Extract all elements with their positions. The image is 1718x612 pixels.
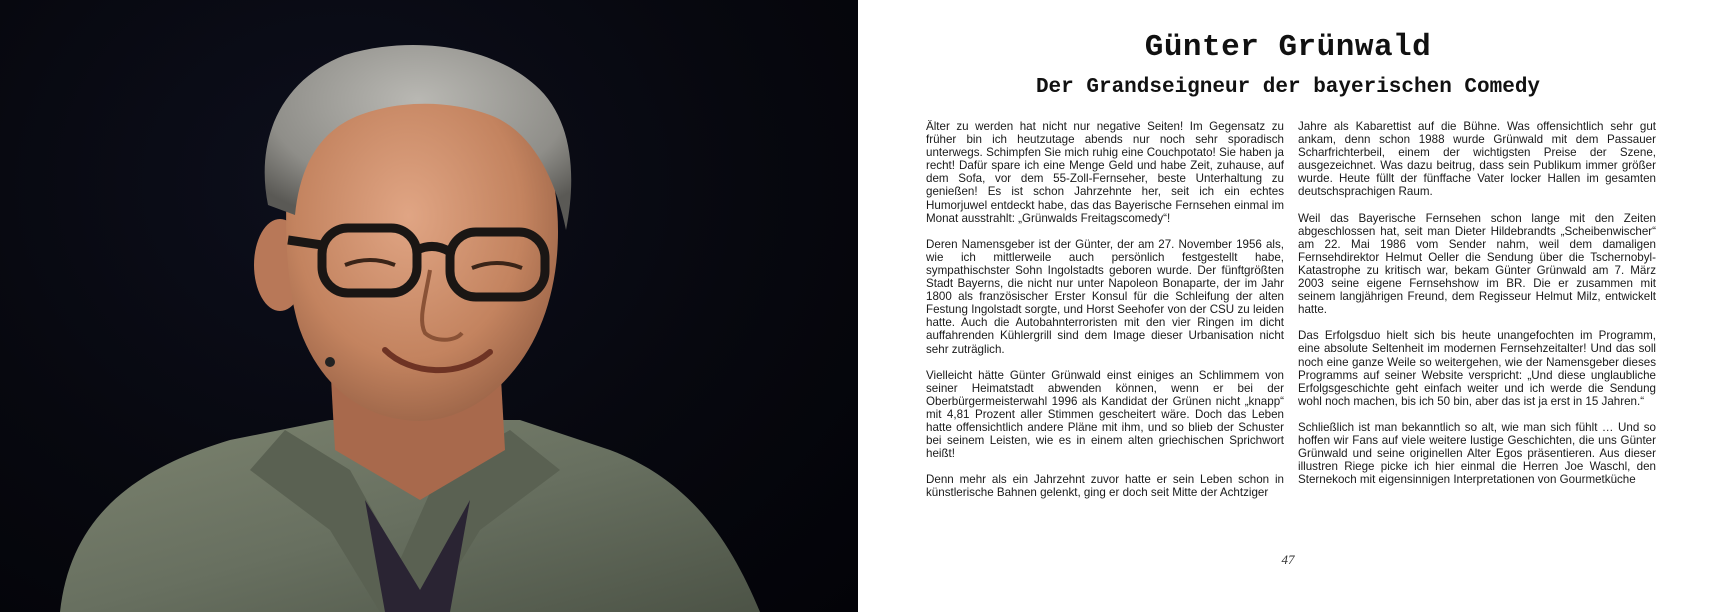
paragraph: Schließlich ist man bekanntlich so alt, wie man sich fühlt … Und so hoffen wir Fans auf viele weitere lustige Geschichten, die uns Günter Grünwald und seine originellen Alter Egos präsentieren. Aus dieser illustren Riege picke ich hier einmal die Herren Joe Waschl, den Sternekoch mit eigensinnigen Interpretationen von Gourmetküche <box>1298 420 1656 487</box>
article-subtitle: Der Grandseigneur der bayerischen Comedy <box>1035 76 1541 99</box>
paragraph: Vielleicht hätte Günter Grünwald einst einiges an Schlimmem von seiner Heimatstadt abwenden können, wenn er bei der Oberbürgermeisterwahl 1996 als Kandidat der Grünen nicht „knapp“ mit 4,81 Prozent aller Stimmen gescheitert wäre. Doch das Leben hatte offensichtlich andere Pläne mit ihm, und so blieb der Schuster bei seinem Leisten, wie es in einem alten griechischen Sprichwort heißt! <box>926 368 1284 461</box>
headset-mic <box>325 357 335 367</box>
page-number: 47 <box>1281 552 1295 567</box>
paragraph: Deren Namensgeber ist der Günter, der am 27. November 1956 als, wie ich mittlerweile auch persönlich festgestellt habe, sympathischster Sohn Ingolstadts geboren wurde. Der fünftgrößten Stadt Bayerns, die nicht nur unter Napoleon Bonaparte, der im Jahr 1800 als französischer Erster Konsul für die Schleifung der alten Festung Ingolstadt sorgte, und Horst Seehofer von der CSU zu leiden hatte. Auch die Autobahnterroristen mit den vier Ringen im dicht auffahrenden Kühlergrill sind dem Image dieser Urbanisation nicht sehr zuträglich. <box>926 237 1284 356</box>
portrait-illustration <box>0 0 858 612</box>
text-column-right <box>1298 120 1656 530</box>
portrait-photo <box>0 0 858 612</box>
paragraph: Weil das Bayerische Fernsehen schon lange mit den Zeiten abgeschlossen hat, seit man Dieter Hildebrandts „Scheibenwischer“ am 22. Mai 1986 vom Sender nahm, weil dem damaligen Fernsehdirektor Helmut Oeller die Sendung über die Tschernobyl-Katastrophe zu kritisch war, bekam Günter Grünwald am 7. März 2003 seine eigene Fernsehshow im BR. Die er zusammen mit seinem langjährigen Freund, dem Regisseur Helmut Milz, entwickelt hatte. <box>1298 211 1656 317</box>
paragraph: Denn mehr als ein Jahrzehnt zuvor hatte er sein Leben schon in künstlerische Bahnen gelenkt, ging er doch seit Mitte der Achtziger <box>926 473 1284 500</box>
text-column-left <box>926 120 1284 530</box>
paragraph: Älter zu werden hat nicht nur negative Seiten! Im Gegensatz zu früher bin ich heutzutage abends nur noch sehr sporadisch unterwegs. Schimpfen Sie mich ruhig eine Couchpotato! Sie haben ja recht! Dafür spare ich eine Menge Geld und habe Zeit, zuhause, auf dem Sofa, vor dem 55-Zoll-Fernseher, beste Unterhaltung zu genießen! Es ist schon Jahrzehnte her, seit ich ein echtes Humorjuwel entdeckt habe, das das Bayerische Fernsehen einmal im Monat ausstrahlt: „Grünwalds Freitagscomedy“! <box>926 120 1284 225</box>
paragraph: Jahre als Kabarettist auf die Bühne. Was offensichtlich sehr gut ankam, denn schon 1988 wurde Grünwald mit dem Passauer Scharfrichterbeil, einem der wichtigsten Preise der Szene, ausgezeichnet. Was dazu beitrug, dass sein Publikum immer größer wurde. Heute füllt der fünffache Vater locker Hallen im gesamten deutschsprachigen Raum. <box>1298 120 1656 199</box>
paragraph: Das Erfolgsduo hielt sich bis heute unangefochten im Programm, eine absolute Seltenheit im modernen Fernsehzeitalter! Und das soll noch eine ganze Weile so weitergehen, wie der Namensgeber dieses Programms auf seiner Website verspricht: „Und diese unglaubliche Erfolgsgeschichte geht einfach weiter und ich werde die Sendung wohl noch machen, bis ich 50 bin, aber das ist ja erst in 15 Jahren.“ <box>1298 329 1656 408</box>
article-page <box>858 0 1718 612</box>
article-title: Günter Grünwald <box>1144 30 1432 65</box>
